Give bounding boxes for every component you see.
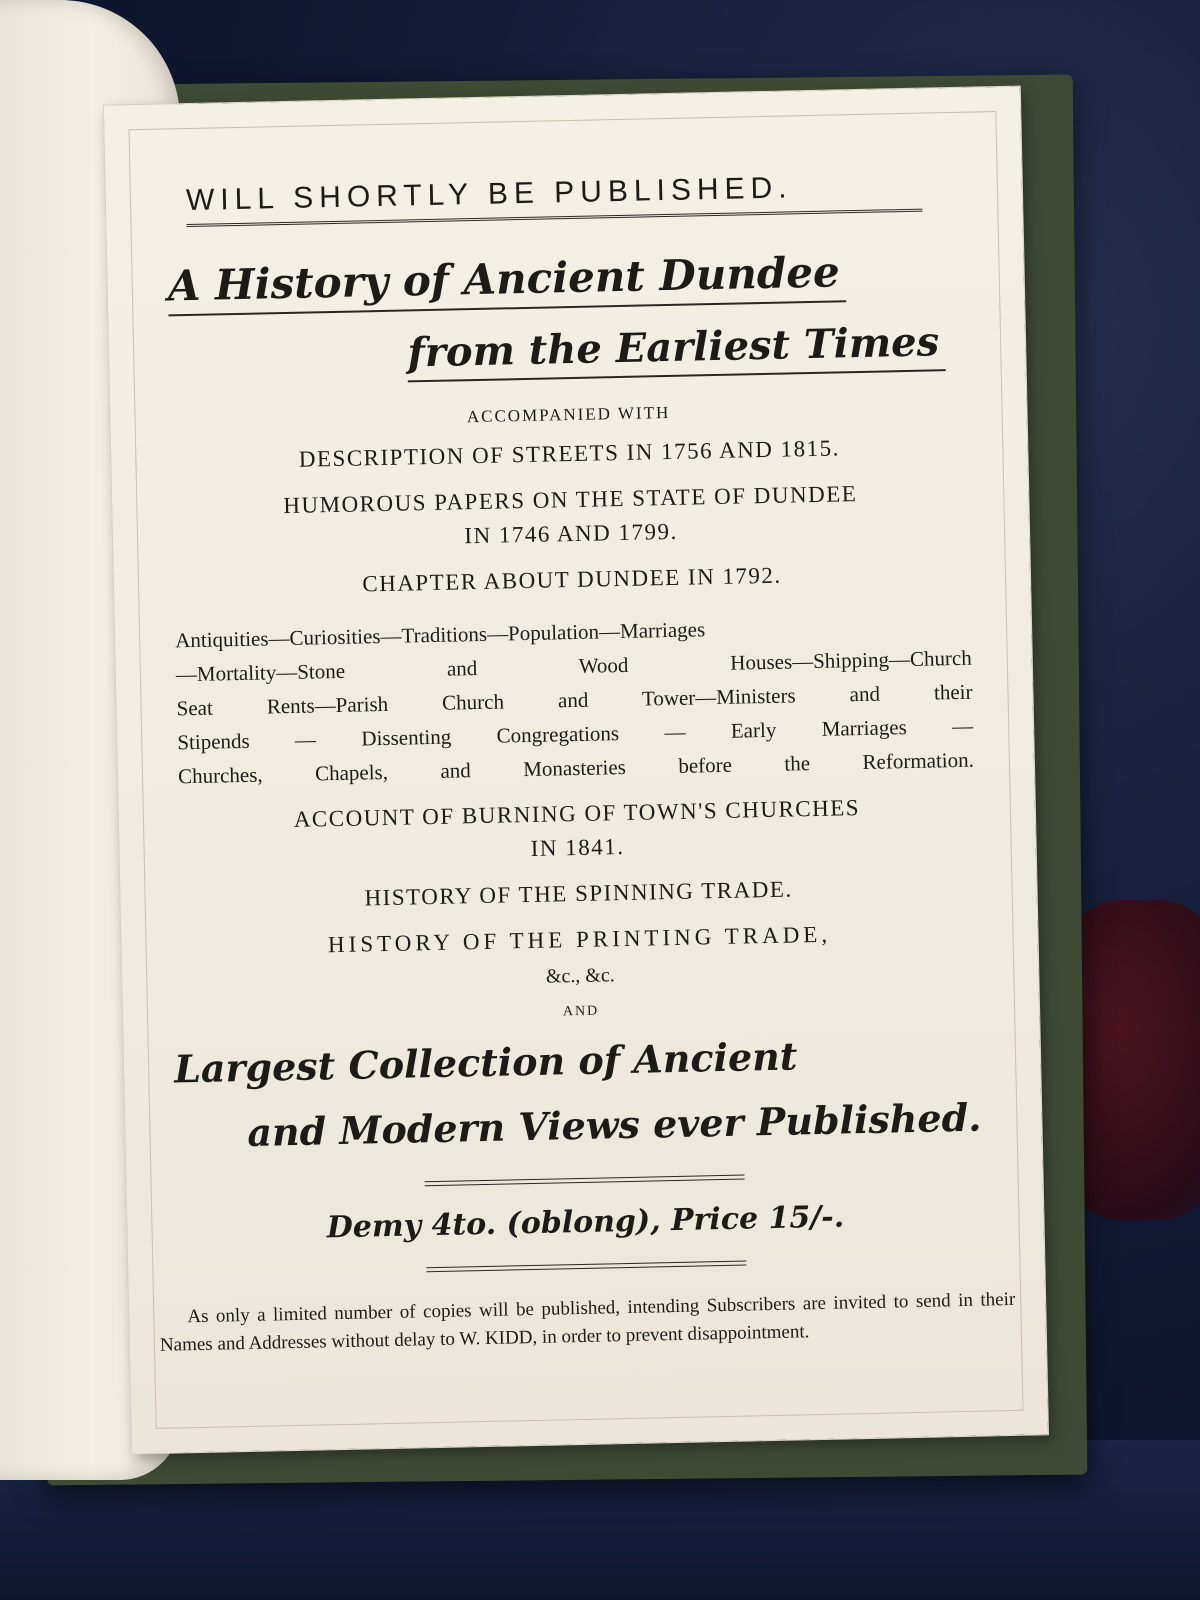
item-spinning: HISTORY OF THE SPINNING TRADE. [364,876,793,911]
divider-top [425,1175,745,1187]
accompanied-label: ACCOMPANIED WITH [466,402,671,427]
item-humorous-2: IN 1746 AND 1799. [464,518,678,549]
title-line-2 [169,318,946,387]
item-etc: &c., &c. [545,964,615,988]
item-burning-2: IN 1841. [530,834,625,861]
page-content [159,168,1016,1359]
advertisement-page [104,87,1048,1454]
page-heading: WILL SHORTLY BE PUBLISHED. [186,169,923,227]
collection-line-1: Largest Collection of Ancient [173,1033,798,1092]
divider-bottom [426,1261,746,1273]
and-label: AND [562,1003,600,1020]
title-text-1: A History of Ancient Dundee [167,247,846,316]
topics-line: Stipends — Dissenting Congregations — Early Marriages — [177,713,974,755]
item-burning-1: ACCOUNT OF BURNING OF TOWN'S CHURCHES [293,795,861,832]
collection-line-2: and Modern Views ever Published. [246,1094,982,1155]
item-printing: HISTORY OF THE PRINTING TRADE, [327,921,832,958]
item-chapter: CHAPTER ABOUT DUNDEE IN 1792. [362,562,782,597]
item-streets: DESCRIPTION OF STREETS IN 1756 AND 1815. [298,435,841,472]
topics-line: Seat Rents—Parish Church and Tower—Ministers and their [176,679,973,721]
item-humorous-1: HUMOROUS PAPERS ON THE STATE OF DUNDEE [283,481,858,519]
topics-line: —Mortality—Stone and Wood Houses—Shipping—Church [175,645,972,687]
topics-line: Antiquities—Curiosities—Traditions—Population—Marriages [174,617,706,653]
title-text-2: from the Earliest Times [407,318,946,382]
price-line: Demy 4to. (oblong), Price 15/-. [326,1199,845,1246]
topics-paragraph [175,607,974,794]
title-line-1 [167,245,964,317]
notice-text: As only a limited number of copies will be published, intending Subscribers are invited to send in their Names and Addresses without delay to W. KIDD, in order to prevent disappointment. [159,1288,1016,1356]
topics-line: Churches, Chapels, and Monasteries before the Reformation. [177,747,975,789]
